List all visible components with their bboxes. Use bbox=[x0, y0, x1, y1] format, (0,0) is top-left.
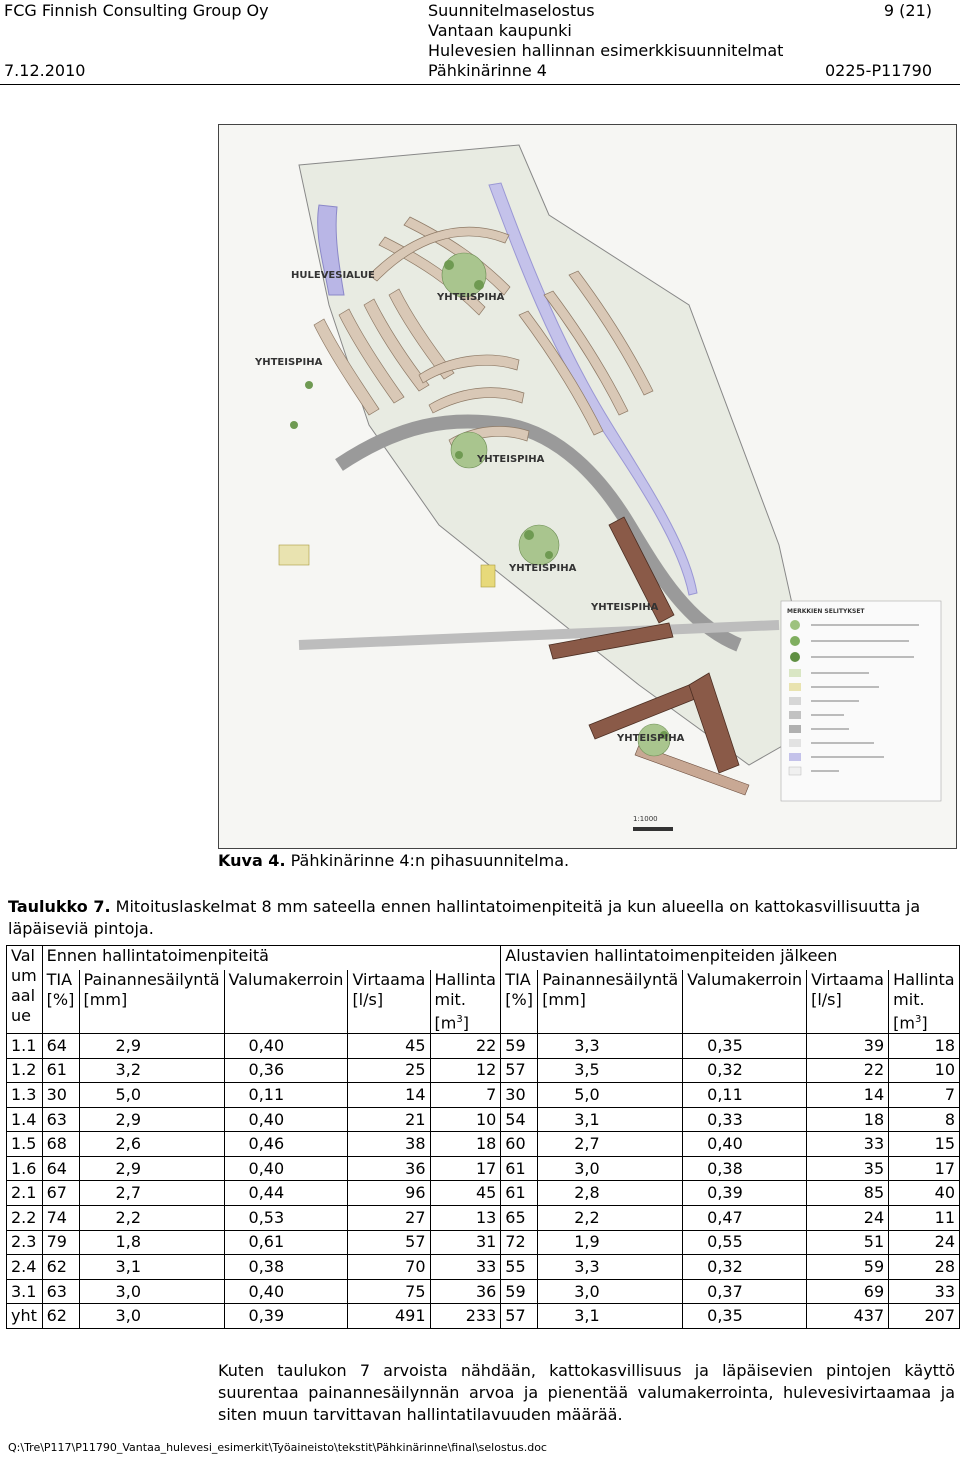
cell-tia-after: 57 bbox=[501, 1058, 538, 1083]
cell-area: 1.5 bbox=[7, 1132, 43, 1157]
cell-storage-after: 8 bbox=[889, 1107, 960, 1132]
col-header-flow-before: Virtaama [l/s] bbox=[348, 970, 430, 1034]
table-row bbox=[7, 1058, 960, 1083]
group-header-before: Ennen hallintatoimenpiteitä bbox=[42, 946, 501, 970]
cell-flow-after: 51 bbox=[807, 1230, 889, 1255]
table-row bbox=[7, 1255, 960, 1280]
cell-tia-before: 63 bbox=[42, 1107, 79, 1132]
cell-storage-after: 11 bbox=[889, 1206, 960, 1231]
cell-tia-after: 61 bbox=[501, 1181, 538, 1206]
site-name: Pähkinärinne 4 bbox=[428, 61, 547, 80]
calculation-table bbox=[6, 945, 960, 1329]
cell-area: 1.6 bbox=[7, 1156, 43, 1181]
cell-storage-after: 28 bbox=[889, 1255, 960, 1280]
cell-area: 1.4 bbox=[7, 1107, 43, 1132]
cell-tia-before: 63 bbox=[42, 1279, 79, 1304]
cell-runoff-after: 0,38 bbox=[683, 1156, 807, 1181]
cell-flow-before: 57 bbox=[348, 1230, 430, 1255]
cell-pond-before: 1,8 bbox=[79, 1230, 224, 1255]
cell-flow-before: 27 bbox=[348, 1206, 430, 1231]
cell-area: yht bbox=[7, 1304, 43, 1329]
cell-tia-before: 62 bbox=[42, 1304, 79, 1329]
plan-label-yhteispiha-4: YHTEISPIHA bbox=[509, 563, 577, 574]
cell-flow-before: 96 bbox=[348, 1181, 430, 1206]
plan-label-yhteispiha-2: YHTEISPIHA bbox=[255, 357, 323, 368]
cell-pond-after: 1,9 bbox=[538, 1230, 683, 1255]
cell-runoff-after: 0,55 bbox=[683, 1230, 807, 1255]
cell-storage-before: 12 bbox=[430, 1058, 501, 1083]
col-header-runoff-after: Valumakerroin bbox=[683, 970, 807, 1034]
cell-tia-before: 67 bbox=[42, 1181, 79, 1206]
company-name: FCG Finnish Consulting Group Oy bbox=[4, 1, 269, 20]
table-row bbox=[7, 1230, 960, 1255]
cell-flow-after: 18 bbox=[807, 1107, 889, 1132]
cell-tia-before: 30 bbox=[42, 1083, 79, 1108]
cell-runoff-after: 0,35 bbox=[683, 1304, 807, 1329]
col-header-runoff-before: Valumakerroin bbox=[224, 970, 348, 1034]
cell-tia-before: 61 bbox=[42, 1058, 79, 1083]
document-date: 7.12.2010 bbox=[4, 61, 86, 80]
cell-pond-after: 3,0 bbox=[538, 1279, 683, 1304]
cell-flow-after: 85 bbox=[807, 1181, 889, 1206]
cell-flow-before: 25 bbox=[348, 1058, 430, 1083]
cell-runoff-before: 0,40 bbox=[224, 1107, 348, 1132]
page-number: 9 (21) bbox=[883, 1, 932, 20]
cell-runoff-after: 0,32 bbox=[683, 1255, 807, 1280]
cell-storage-before: 36 bbox=[430, 1279, 501, 1304]
cell-pond-before: 2,9 bbox=[79, 1033, 224, 1058]
cell-tia-before: 62 bbox=[42, 1255, 79, 1280]
table-caption-text: Mitoituslaskelmat 8 mm sateella ennen hallintatoimenpiteitä ja kun alueella on kattokasvillisuutta ja läpäiseviä pintoja. bbox=[8, 897, 921, 938]
table-row bbox=[7, 1083, 960, 1108]
cell-storage-before: 31 bbox=[430, 1230, 501, 1255]
cell-pond-before: 2,6 bbox=[79, 1132, 224, 1157]
cell-pond-before: 2,9 bbox=[79, 1156, 224, 1181]
cell-runoff-after: 0,47 bbox=[683, 1206, 807, 1231]
cell-pond-before: 5,0 bbox=[79, 1083, 224, 1108]
cell-flow-after: 59 bbox=[807, 1255, 889, 1280]
cell-runoff-after: 0,32 bbox=[683, 1058, 807, 1083]
plan-label-yhteispiha-3: YHTEISPIHA bbox=[477, 454, 545, 465]
conclusion-paragraph: Kuten taulukon 7 arvoista nähdään, kattokasvillisuus ja läpäisevien pintojen käyttö suurentaa painannesäilynnän arvoa ja pienentää valumakerrointa, hulevesivirtaamaa ja siten muun tarvittavan hallintatilavuuden määrää. bbox=[218, 1361, 955, 1424]
cell-flow-after: 33 bbox=[807, 1132, 889, 1157]
cell-area: 1.2 bbox=[7, 1058, 43, 1083]
cell-storage-before: 13 bbox=[430, 1206, 501, 1231]
figure-caption-label: Kuva 4. bbox=[218, 851, 286, 870]
site-plan-drawing bbox=[219, 125, 956, 848]
col-header-storage-before: Hallinta mit. $[m^3]$ bbox=[430, 970, 501, 1034]
col-header-storage-after: Hallinta mit. $[m^3]$ bbox=[889, 970, 960, 1034]
cell-pond-after: 3,3 bbox=[538, 1033, 683, 1058]
table-caption bbox=[8, 896, 953, 940]
cell-pond-after: 3,5 bbox=[538, 1058, 683, 1083]
cell-storage-after: 15 bbox=[889, 1132, 960, 1157]
cell-storage-after: 18 bbox=[889, 1033, 960, 1058]
cell-storage-before: 33 bbox=[430, 1255, 501, 1280]
cell-pond-after: 5,0 bbox=[538, 1083, 683, 1108]
cell-storage-after: 33 bbox=[889, 1279, 960, 1304]
cell-area: 2.4 bbox=[7, 1255, 43, 1280]
cell-runoff-before: 0,40 bbox=[224, 1156, 348, 1181]
cell-tia-before: 74 bbox=[42, 1206, 79, 1231]
document-type: Suunnitelmaselostus bbox=[428, 1, 595, 20]
cell-pond-after: 2,8 bbox=[538, 1181, 683, 1206]
client-name: Vantaan kaupunki bbox=[428, 21, 572, 40]
cell-storage-before: 7 bbox=[430, 1083, 501, 1108]
col-header-flow-after: Virtaama [l/s] bbox=[807, 970, 889, 1034]
cell-storage-before: 22 bbox=[430, 1033, 501, 1058]
group-header-after: Alustavien hallintatoimenpiteiden jälkeen bbox=[501, 946, 960, 970]
cell-tia-after: 55 bbox=[501, 1255, 538, 1280]
project-number: 0225-P11790 bbox=[824, 61, 932, 80]
cell-storage-before: 17 bbox=[430, 1156, 501, 1181]
cell-tia-after: 59 bbox=[501, 1033, 538, 1058]
cell-tia-after: 60 bbox=[501, 1132, 538, 1157]
cell-tia-after: 57 bbox=[501, 1304, 538, 1329]
col-header-pond-before: Painannesäilyntä [mm] bbox=[79, 970, 224, 1034]
table-row bbox=[7, 1156, 960, 1181]
cell-storage-before: 10 bbox=[430, 1107, 501, 1132]
cell-runoff-before: 0,40 bbox=[224, 1033, 348, 1058]
plan-label-yhteispiha-6: YHTEISPIHA bbox=[617, 733, 685, 744]
col-header-pond-after: Painannesäilyntä [mm] bbox=[538, 970, 683, 1034]
cell-flow-after: 35 bbox=[807, 1156, 889, 1181]
cell-flow-after: 39 bbox=[807, 1033, 889, 1058]
cell-area: 1.1 bbox=[7, 1033, 43, 1058]
cell-flow-before: 70 bbox=[348, 1255, 430, 1280]
cell-area: 2.3 bbox=[7, 1230, 43, 1255]
cell-tia-before: 68 bbox=[42, 1132, 79, 1157]
cell-area: 3.1 bbox=[7, 1279, 43, 1304]
cell-pond-before: 2,9 bbox=[79, 1107, 224, 1132]
cell-flow-after: 437 bbox=[807, 1304, 889, 1329]
cell-storage-after: 17 bbox=[889, 1156, 960, 1181]
cell-storage-after: 7 bbox=[889, 1083, 960, 1108]
site-plan-figure bbox=[218, 124, 957, 849]
plan-label-yhteispiha-5: YHTEISPIHA bbox=[591, 602, 659, 613]
cell-runoff-before: 0,46 bbox=[224, 1132, 348, 1157]
cell-storage-before: 18 bbox=[430, 1132, 501, 1157]
col-header-area: Valumaalue bbox=[7, 946, 43, 1034]
cell-tia-after: 59 bbox=[501, 1279, 538, 1304]
table-caption-label: Taulukko 7. bbox=[8, 897, 111, 916]
cell-pond-before: 2,2 bbox=[79, 1206, 224, 1231]
table-row bbox=[7, 1279, 960, 1304]
cell-area: 1.3 bbox=[7, 1083, 43, 1108]
cell-pond-before: 3,0 bbox=[79, 1304, 224, 1329]
legend-title: MERKKIEN SELITYKSET bbox=[787, 608, 865, 615]
figure-caption bbox=[218, 851, 569, 870]
cell-pond-after: 3,3 bbox=[538, 1255, 683, 1280]
table-row bbox=[7, 1107, 960, 1132]
cell-tia-before: 64 bbox=[42, 1033, 79, 1058]
cell-runoff-after: 0,40 bbox=[683, 1132, 807, 1157]
cell-flow-before: 491 bbox=[348, 1304, 430, 1329]
cell-flow-before: 21 bbox=[348, 1107, 430, 1132]
cell-flow-before: 45 bbox=[348, 1033, 430, 1058]
cell-tia-before: 64 bbox=[42, 1156, 79, 1181]
figure-caption-text: Pähkinärinne 4:n pihasuunnitelma. bbox=[285, 851, 570, 870]
table-row bbox=[7, 1033, 960, 1058]
cell-flow-before: 14 bbox=[348, 1083, 430, 1108]
cell-flow-after: 24 bbox=[807, 1206, 889, 1231]
cell-pond-after: 3,0 bbox=[538, 1156, 683, 1181]
cell-runoff-before: 0,38 bbox=[224, 1255, 348, 1280]
cell-area: 2.2 bbox=[7, 1206, 43, 1231]
cell-pond-before: 3,0 bbox=[79, 1279, 224, 1304]
plan-legend bbox=[781, 601, 941, 801]
col-header-tia-before: TIA [%] bbox=[42, 970, 79, 1034]
table-row bbox=[7, 1181, 960, 1206]
cell-tia-before: 79 bbox=[42, 1230, 79, 1255]
plan-label-hulevesialue: HULEVESIALUE bbox=[291, 270, 375, 281]
cell-pond-before: 3,1 bbox=[79, 1255, 224, 1280]
table-row bbox=[7, 1132, 960, 1157]
cell-runoff-before: 0,36 bbox=[224, 1058, 348, 1083]
cell-flow-before: 36 bbox=[348, 1156, 430, 1181]
cell-flow-before: 75 bbox=[348, 1279, 430, 1304]
table-row bbox=[7, 1206, 960, 1231]
cell-pond-before: 2,7 bbox=[79, 1181, 224, 1206]
header-rule bbox=[0, 84, 960, 85]
cell-tia-after: 30 bbox=[501, 1083, 538, 1108]
cell-tia-after: 54 bbox=[501, 1107, 538, 1132]
cell-storage-after: 24 bbox=[889, 1230, 960, 1255]
file-path-footer: Q:\Tre\P117\P11790_Vantaa_hulevesi_esimerkit\Työaineisto\tekstit\Pähkinärinne\final\selostus.doc bbox=[8, 1441, 547, 1454]
col-header-tia-after: TIA [%] bbox=[501, 970, 538, 1034]
cell-flow-after: 14 bbox=[807, 1083, 889, 1108]
cell-runoff-before: 0,44 bbox=[224, 1181, 348, 1206]
cell-runoff-before: 0,61 bbox=[224, 1230, 348, 1255]
cell-storage-after: 40 bbox=[889, 1181, 960, 1206]
cell-pond-before: 3,2 bbox=[79, 1058, 224, 1083]
cell-tia-after: 61 bbox=[501, 1156, 538, 1181]
table-row bbox=[7, 1304, 960, 1329]
plan-label-yhteispiha-1: YHTEISPIHA bbox=[437, 292, 505, 303]
cell-runoff-before: 0,11 bbox=[224, 1083, 348, 1108]
cell-pond-after: 2,2 bbox=[538, 1206, 683, 1231]
scale-text: 1:1000 bbox=[633, 815, 658, 823]
cell-runoff-before: 0,40 bbox=[224, 1279, 348, 1304]
cell-area: 2.1 bbox=[7, 1181, 43, 1206]
document-subject: Hulevesien hallinnan esimerkkisuunnitelmat bbox=[428, 41, 784, 60]
cell-runoff-after: 0,33 bbox=[683, 1107, 807, 1132]
cell-pond-after: 3,1 bbox=[538, 1107, 683, 1132]
cell-tia-after: 65 bbox=[501, 1206, 538, 1231]
cell-storage-after: 10 bbox=[889, 1058, 960, 1083]
cell-storage-before: 45 bbox=[430, 1181, 501, 1206]
cell-flow-after: 69 bbox=[807, 1279, 889, 1304]
cell-flow-after: 22 bbox=[807, 1058, 889, 1083]
cell-runoff-after: 0,35 bbox=[683, 1033, 807, 1058]
cell-storage-after: 207 bbox=[889, 1304, 960, 1329]
cell-pond-after: 2,7 bbox=[538, 1132, 683, 1157]
cell-runoff-after: 0,11 bbox=[683, 1083, 807, 1108]
cell-flow-before: 38 bbox=[348, 1132, 430, 1157]
cell-runoff-after: 0,37 bbox=[683, 1279, 807, 1304]
cell-tia-after: 72 bbox=[501, 1230, 538, 1255]
cell-pond-after: 3,1 bbox=[538, 1304, 683, 1329]
cell-runoff-after: 0,39 bbox=[683, 1181, 807, 1206]
cell-storage-before: 233 bbox=[430, 1304, 501, 1329]
cell-runoff-before: 0,53 bbox=[224, 1206, 348, 1231]
cell-runoff-before: 0,39 bbox=[224, 1304, 348, 1329]
